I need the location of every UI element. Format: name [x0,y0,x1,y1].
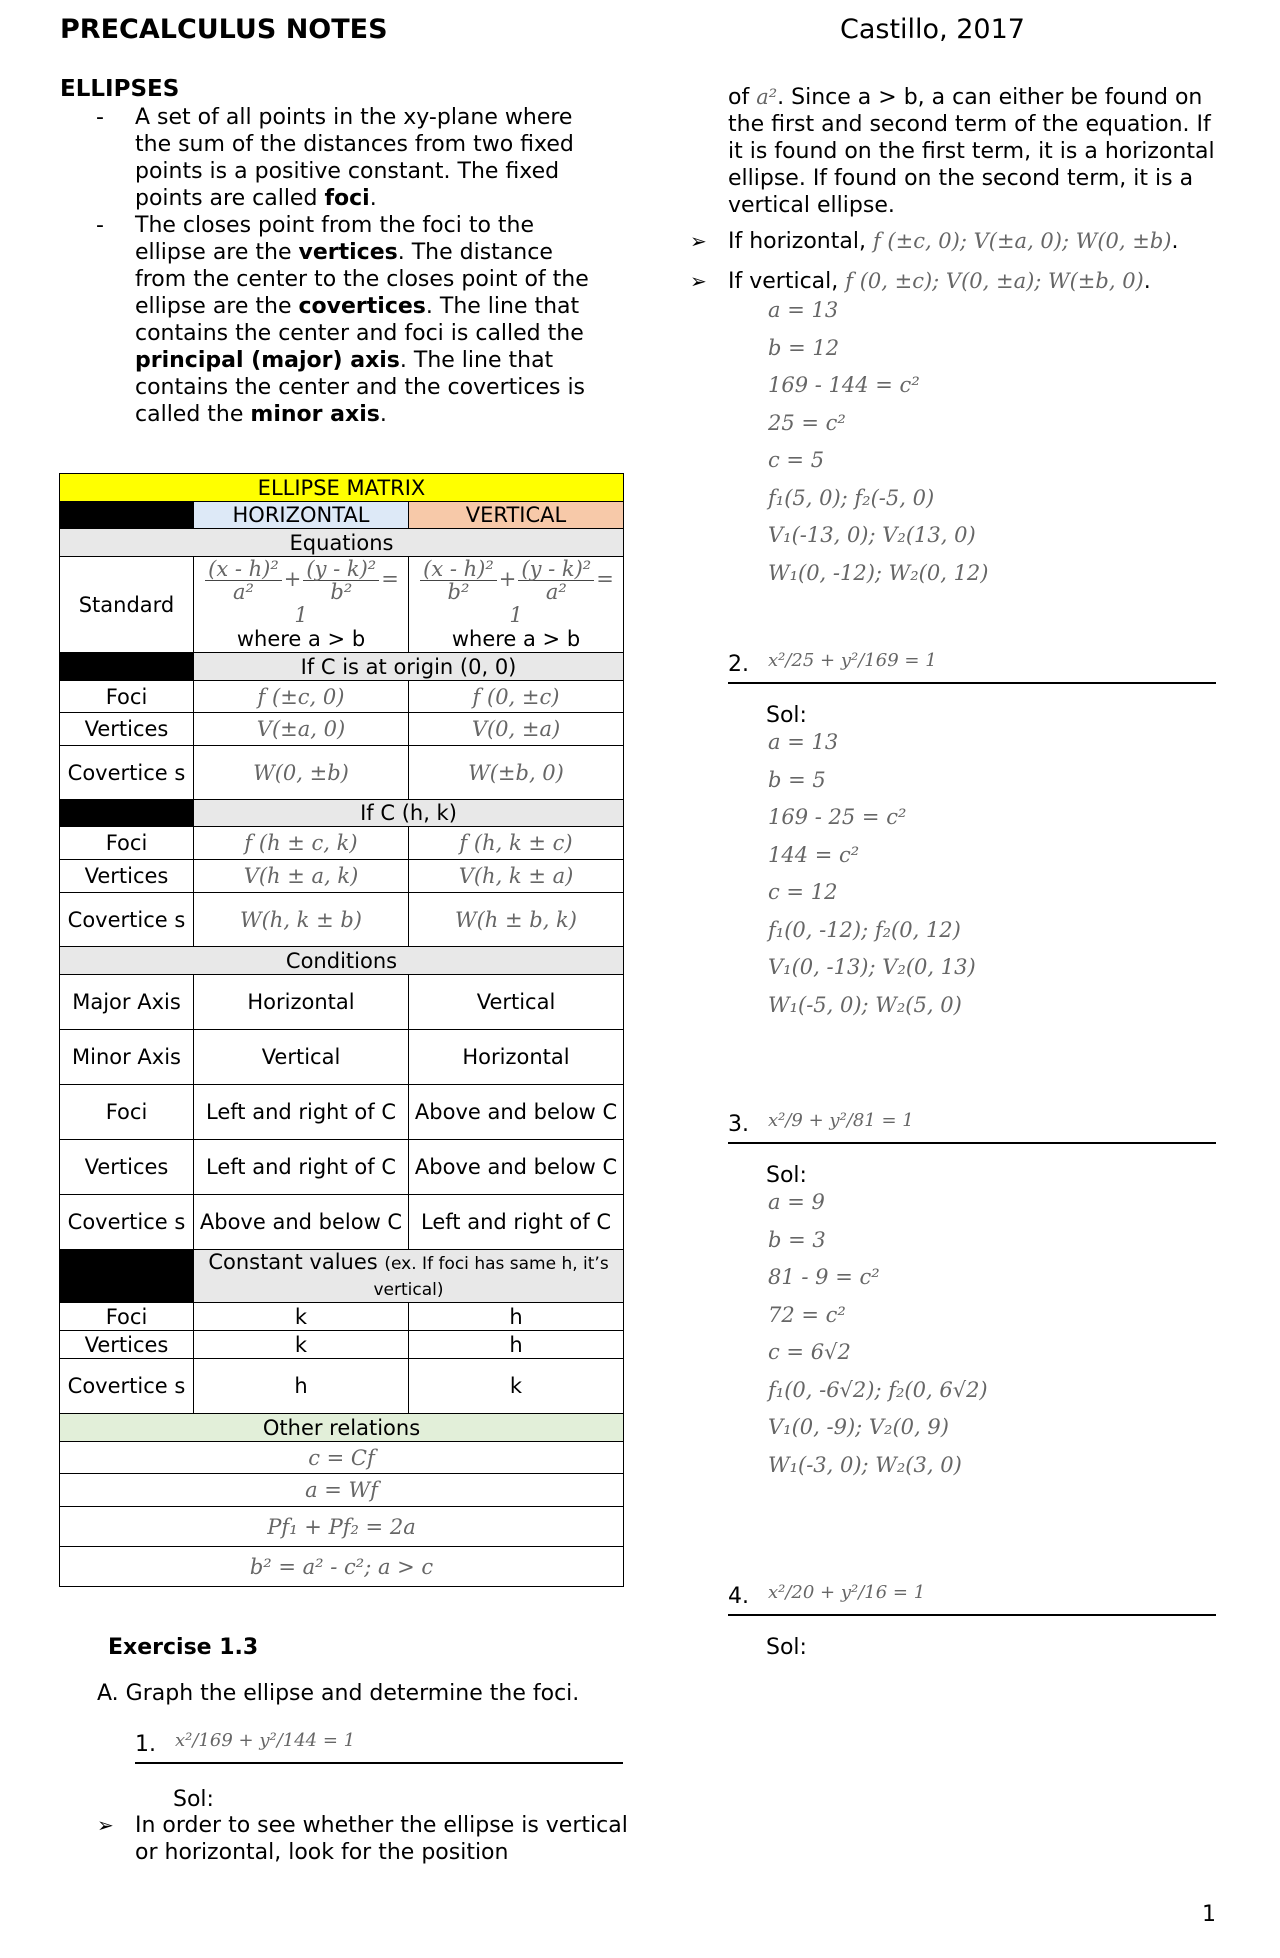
row-label-minor-axis: Minor Axis [60,1030,194,1085]
intro-item-parts: - The closes point from the foci to the ellipse are the vertices. The distance from the center to the closes point of the ellipse are the covertices. The line that contains the center and foci is called the principal (major) axis. The line that contains the center and the covertices is called the minor axis. [60,212,600,428]
row-label-covertices: Covertice s [60,746,194,800]
document-title: PRECALCULUS NOTES [60,14,388,45]
matrix-title: ELLIPSE MATRIX [60,474,624,502]
relation-b: b² = a² - c²; a > c [60,1547,624,1587]
constant-values-header: Constant values (ex. If foci has same h, it’s vertical) [194,1250,624,1303]
column-horizontal: HORIZONTAL [194,502,409,529]
row-label-standard: Standard [60,557,194,653]
solution-label: Sol: [173,1787,214,1812]
row-label-covertices: Covertice s [60,1359,194,1414]
relation-c: c = Cf [60,1442,624,1474]
problem-divider [135,1762,623,1764]
row-label-major-axis: Major Axis [60,975,194,1030]
problem-divider [728,682,1216,684]
row-label-foci: Foci [60,681,194,713]
problem-2-equation: x²/25 + y²/169 = 1 [768,650,937,671]
term-covertices: covertices [298,294,426,319]
arrow-bullet-icon: ➢ [690,269,707,293]
equations-header: Equations [60,529,624,557]
row-label-foci: Foci [60,1085,194,1140]
term-minor-axis: minor axis [250,402,380,427]
problem-divider [728,1142,1216,1144]
relation-sum: Pf₁ + Pf₂ = 2a [60,1507,624,1547]
problem-1: 1. x²/169 + y²/144 = 1 [135,1712,623,1764]
document-author: Castillo, 2017 [840,14,1025,45]
problem-4: 4. x²/20 + y²/16 = 1 [728,1564,1216,1616]
solution-2-work: a = 13 b = 5 169 - 25 = c² 144 = c² c = 12 f₁(0, -12); f₂(0, 12) V₁(0, -13); V₂(0, 13) W₁(-5, 0); W₂(5, 0) [768,730,976,1017]
row-label-foci: Foci [60,827,194,860]
conditions-header: Conditions [60,947,624,975]
problem-2: 2. x²/25 + y²/169 = 1 [728,632,1216,684]
ellipse-matrix-table: ELLIPSE MATRIX HORIZONTAL VERTICAL Equations Standard $\frac{\text{(x - h)²}}{\text{a²}}$ + $\frac{\text{(y - k)²}}{\text{b²}}$ = 1 where a > b $\frac{\text{(x - h)²}}{\text{b²}}$ + $\frac{\text{(y - k)²}}{\text{a²}}$ = 1 where a > b If C is at origin (0, 0) Foci f (±c, 0) f (0, ±c) Vertices V(±a, 0) V(0, ±a) Covertice s W(0, ±b) W(±b, 0) If C (h, k) Foci f (h ± c, k) f (h, k ± c) Vertices V(h ± a, k) V(h, k ± a) Covertice s W(h, k ± b) W(h ± b, k) Conditions Major Axis Horizontal Vertical Minor Axis Vertical Horizontal Foci Left and right of C Above and below C Vertices Left and right of C Above and below C Covertice s Above and below C Left and right of C Constant values (ex. If foci has same h, it’s vertical) Foci k h Vertices k h Covertice s h k Other relations c = Cf a = Wf Pf₁ + Pf₂ = 2a b² = a² - c²; a > c [59,473,624,1587]
arrow-bullet-icon: ➢ [690,229,707,253]
solution-label: Sol: [766,1163,807,1188]
problem-3-equation: x²/9 + y²/81 = 1 [768,1110,914,1131]
hint-item: ➢ In order to see whether the ellipse is vertical or horizontal, look for the position [97,1813,628,1865]
row-label-vertices: Vertices [60,1331,194,1359]
problem-1-equation: x²/169 + y²/144 = 1 [175,1730,356,1751]
standard-equation-vertical: $\frac{\text{(x - h)²}}{\text{b²}}$ + $\frac{\text{(y - k)²}}{\text{a²}}$ = 1 where a > b [409,557,624,653]
hk-header: If C (h, k) [194,800,624,827]
row-label-vertices: Vertices [60,1140,194,1195]
arrow-bullet-icon: ➢ [97,1813,114,1837]
if-horizontal-item: ➢ If horizontal, f (±c, 0); V(±a, 0); W(0, ±b). [690,229,1179,254]
solution-1-work: a = 13 b = 12 169 - 144 = c² 25 = c² c = 5 f₁(5, 0); f₂(-5, 0) V₁(-13, 0); V₂(13, 0) W₁(0, -12); W₂(0, 12) [768,298,989,585]
row-label-vertices: Vertices [60,860,194,893]
standard-equation-horizontal: $\frac{\text{(x - h)²}}{\text{a²}}$ + $\frac{\text{(y - k)²}}{\text{b²}}$ = 1 where a > b [194,557,409,653]
intro-item-definition: - A set of all points in the xy-plane where the sum of the distances from two fixed points is a positive constant. The fixed points are called foci. [60,104,600,212]
section-title: ELLIPSES [60,76,180,102]
page-number: 1 [1202,1902,1216,1927]
exercise-title: Exercise 1.3 [108,1635,259,1660]
term-major-axis: principal (major) axis [135,348,400,373]
hint-continuation: of a². Since a > b, a can either be found on the first and second term of the equation. If it is found on the first term, it is a horizontal ellipse. If found on the second term, it is a vertical ellipse. [728,85,1215,218]
row-label-covertices: Covertice s [60,893,194,947]
solution-label: Sol: [766,1635,807,1660]
row-label-covertices: Covertice s [60,1195,194,1250]
term-vertices: vertices [298,240,398,265]
exercise-instruction: A. Graph the ellipse and determine the foci. [97,1681,580,1706]
origin-header: If C is at origin (0, 0) [194,653,624,681]
problem-divider [728,1614,1216,1616]
term-foci: foci [324,186,370,211]
relation-a: a = Wf [60,1474,624,1507]
problem-3: 3. x²/9 + y²/81 = 1 [728,1092,1216,1144]
row-label-foci: Foci [60,1303,194,1331]
solution-3-work: a = 9 b = 3 81 - 9 = c² 72 = c² c = 6√2 f₁(0, -6√2); f₂(0, 6√2) V₁(0, -9); V₂(0, 9) W₁(-3, 0); W₂(3, 0) [768,1190,988,1477]
if-vertical-item: ➢ If vertical, f (0, ±c); V(0, ±a); W(±b, 0). [690,269,1151,294]
intro-list [60,104,600,428]
row-label-vertices: Vertices [60,713,194,746]
solution-label: Sol: [766,703,807,728]
other-relations-header: Other relations [60,1414,624,1442]
problem-4-equation: x²/20 + y²/16 = 1 [768,1582,926,1603]
column-vertical: VERTICAL [409,502,624,529]
